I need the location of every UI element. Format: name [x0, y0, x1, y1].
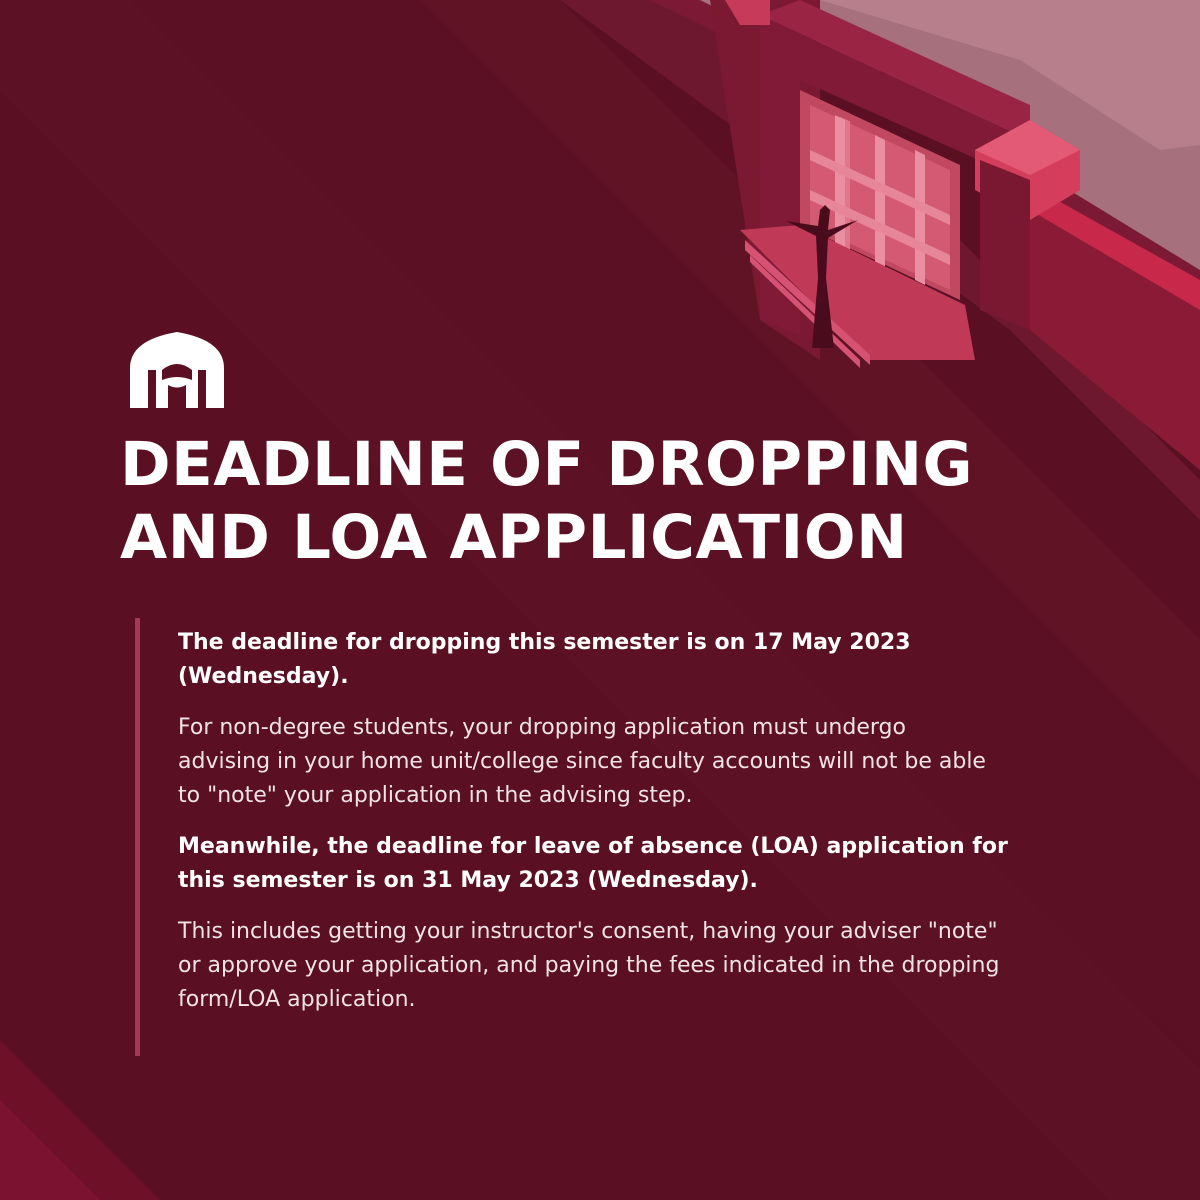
title-line-2: AND LOA APPLICATION [120, 502, 908, 573]
paragraph-line: For non-degree students, your dropping application must undergo [178, 715, 906, 740]
paragraph-line: advising in your home unit/college since faculty accounts will not be able [178, 749, 986, 774]
announcement-body [178, 626, 1078, 1034]
title-line-1: DEADLINE OF DROPPING [120, 429, 974, 500]
dropping-deadline-paragraph [178, 626, 1078, 694]
usc-logo [122, 330, 232, 410]
page-title [120, 428, 1120, 574]
paragraph-line: The deadline for dropping this semester is on 17 May 2023 [178, 630, 911, 655]
paragraph-line: This includes getting your instructor's consent, having your adviser "note" [178, 919, 998, 944]
quote-bar [135, 618, 140, 1056]
requirements-paragraph [178, 915, 1078, 1017]
paragraph-line: form/LOA application. [178, 987, 416, 1012]
loa-deadline-paragraph [178, 830, 1078, 898]
paragraph-line: this semester is on 31 May 2023 (Wednesday). [178, 868, 758, 893]
non-degree-paragraph [178, 711, 1078, 813]
paragraph-line: (Wednesday). [178, 664, 349, 689]
paragraph-line: or approve your application, and paying the fees indicated in the dropping [178, 953, 1000, 978]
paragraph-line: to "note" your application in the advising step. [178, 783, 693, 808]
paragraph-line: Meanwhile, the deadline for leave of absence (LOA) application for [178, 834, 1008, 859]
